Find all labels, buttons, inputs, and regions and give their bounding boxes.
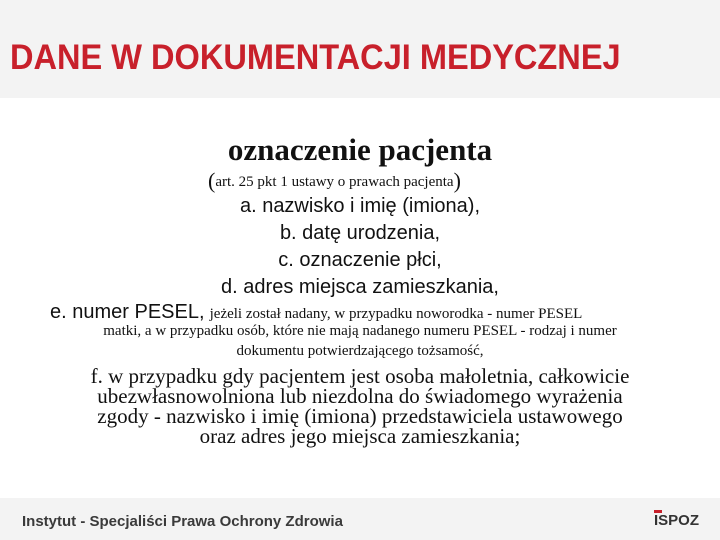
list-item-e-continuation-1: matki, a w przypadku osób, które nie mają nadanego numeru PESEL - rodzaj i numer	[103, 323, 617, 339]
list-item-e-continuation-2: dokumentu potwierdzającego tożsamość,	[236, 343, 484, 359]
ispoz-logo-text: ISPOZ	[654, 512, 700, 529]
list-item-f-line: ubezwłasnowolniona lub niezdolna do świadomego wyrażenia	[97, 384, 623, 408]
list-item-f-line: zgody - nazwisko i imię (imiona) przedstawiciela ustawowego	[97, 404, 623, 428]
list-item-f-line: oraz adres jego miejsca zamieszkania;	[199, 424, 521, 448]
list-item-e-label: e. numer PESEL,	[50, 301, 205, 323]
legal-reference-text: art. 25 pkt 1 ustawy o prawach pacjenta	[215, 174, 454, 190]
footer-bar	[0, 498, 720, 540]
list-item-e-detail: jeżeli został nadany, w przypadku noworodka - numer PESEL	[209, 306, 583, 322]
list-item-f	[0, 366, 720, 446]
legal-reference-open: (	[208, 168, 216, 193]
legal-reference-close: )	[453, 168, 461, 193]
section-heading	[0, 132, 720, 168]
list-item-d: d. adres miejsca zamieszkania,	[221, 276, 499, 298]
title-bar	[0, 0, 720, 98]
list-item-f-line: f. w przypadku gdy pacjentem jest osoba małoletnia, całkowicie	[90, 364, 630, 388]
list-item-e	[50, 301, 582, 324]
list-item-b: b. datę urodzenia,	[279, 222, 441, 244]
list-item-c: c. oznaczenie płci,	[278, 249, 442, 271]
list-item-a: a. nazwisko i imię (imiona),	[239, 195, 481, 217]
ispoz-logo	[654, 508, 712, 534]
section-heading-text: oznaczenie pacjenta	[227, 132, 493, 167]
slide-content	[0, 98, 720, 498]
slide-title: DANE W DOKUMENTACJI MEDYCZNEJ	[10, 38, 621, 77]
legal-reference	[208, 168, 461, 194]
footer-institute: Instytut - Specjaliści Prawa Ochrony Zdrowia	[22, 513, 343, 530]
